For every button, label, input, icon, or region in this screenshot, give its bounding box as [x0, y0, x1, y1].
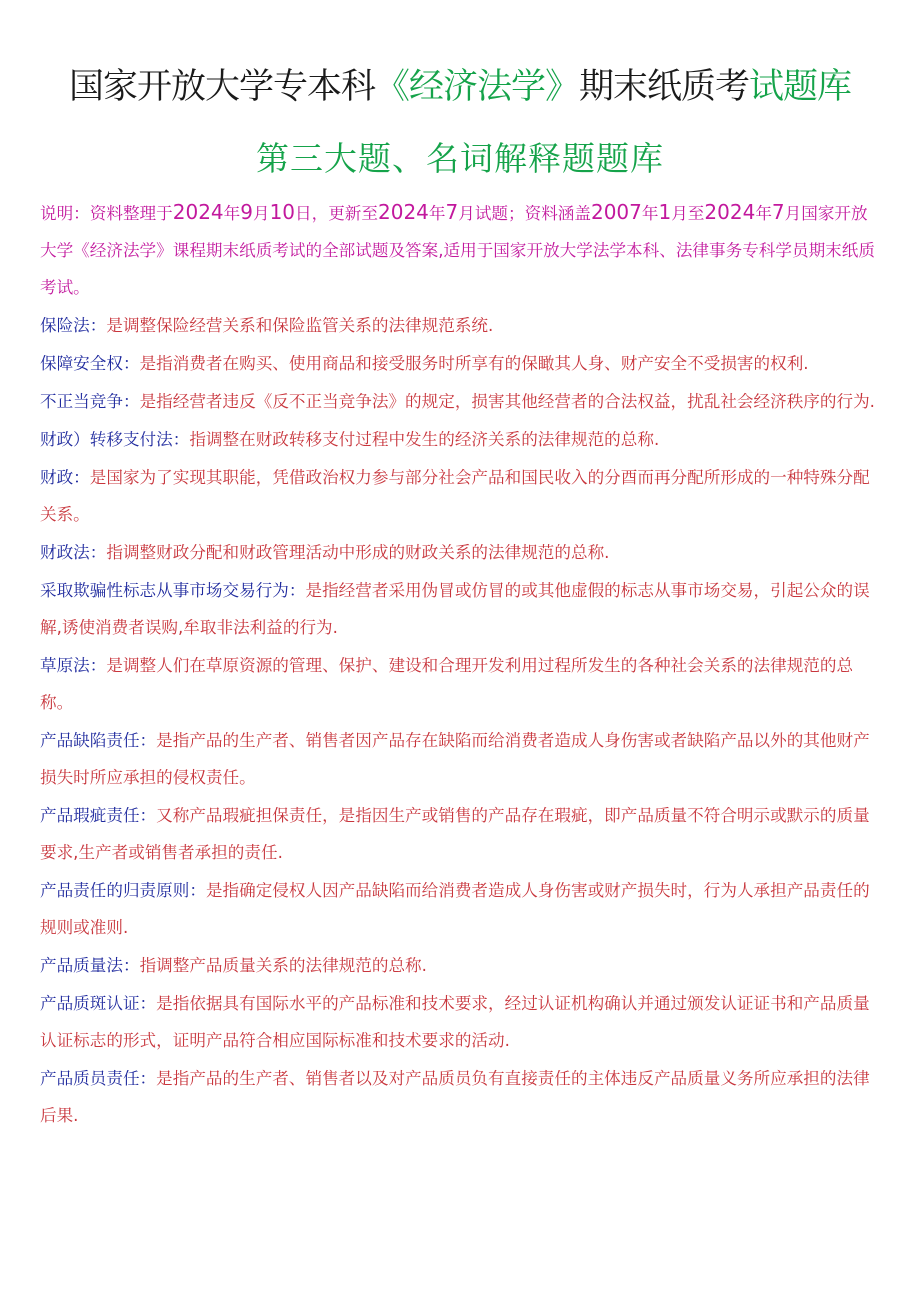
note-number: 7	[771, 200, 785, 224]
title-part-3: 期末纸质考	[579, 67, 750, 107]
note-text: 年	[223, 204, 241, 223]
note-text: 年	[755, 204, 772, 223]
glossary-entry	[40, 872, 880, 946]
title-part-4: 试题库	[749, 67, 852, 107]
entry-term: 财政）转移支付法：	[40, 430, 190, 449]
entry-definition: 是指消费者在购买、使用商品和接受服务时所享有的保瞰其人身、财产安全不受损害的权利.	[139, 354, 809, 373]
glossary-entry	[40, 307, 880, 344]
section-subtitle: 第三大题、名词解释题题库	[256, 139, 664, 178]
glossary-entry	[40, 947, 880, 984]
glossary-entry	[40, 985, 880, 1059]
glossary-entry	[40, 797, 880, 871]
title-part-2: 《经济法学》	[374, 67, 579, 107]
entry-term: 保险法：	[40, 316, 107, 335]
intro-note	[40, 194, 880, 306]
entry-definition: 是指产品的生产者、销售者因产品存在缺陷而给消费者造成人身伤害或者缺陷产品以外的其他财产损失时所应承担的侵权责任。	[40, 731, 870, 787]
entry-definition: 是国家为了实现其职能，凭借政治权力参与部分社会产品和国民收入的分酉而再分配所形成的一种特殊分配关系。	[40, 468, 870, 524]
note-text: 年	[641, 204, 659, 223]
note-number: 2024	[704, 200, 756, 224]
entry-term: 产品质斑认证：	[40, 994, 157, 1013]
glossary-entry	[40, 1060, 880, 1134]
entry-term: 产品质量法：	[40, 956, 140, 975]
note-number: 9	[240, 200, 253, 224]
entry-term: 不正当竞争：	[40, 392, 140, 411]
entry-definition: 是调整人们在草原资源的管理、保护、建设和合理开发利用过程所发生的各种社会关系的法律规范的总称。	[40, 656, 854, 712]
note-number: 2024	[378, 200, 429, 224]
glossary-entry	[40, 459, 880, 533]
entry-definition: 是指经营者采用伪冒或仿冒的或其他虚假的标志从事市场交易，引起公众的误解,诱使消费者误购,牟取非法利益的行为.	[40, 581, 870, 637]
note-number: 10	[269, 200, 296, 224]
glossary-entry	[40, 647, 880, 721]
note-text: 月至	[671, 204, 705, 223]
entry-definition: 指调整产品质量关系的法律规范的总称.	[139, 956, 427, 975]
entry-definition: 指调整财政分配和财政管理活动中形成的财政关系的法律规范的总称.	[106, 543, 610, 562]
page-title	[40, 62, 880, 112]
note-number: 2024	[172, 200, 224, 224]
glossary-entry	[40, 383, 880, 420]
entry-term: 草原法：	[40, 656, 107, 675]
glossary-entry	[40, 534, 880, 571]
glossary-entry	[40, 572, 880, 646]
note-number: 2007	[590, 200, 642, 224]
note-text: 月国家开放大学《经济法学》课程期末纸质考试的全部试题及答案,适用于国家开放大学法学本科、法律事务专科学员期末纸质考试。	[40, 204, 875, 297]
note-text: 年	[428, 204, 446, 223]
entry-definition: 是调整保险经营关系和保险监管关系的法律规范系统.	[106, 316, 494, 335]
note-text: 日，更新至	[295, 204, 378, 223]
note-number: 7	[445, 200, 459, 224]
title-part-1: 国家开放大学专本科	[68, 67, 375, 107]
entry-definition: 是指产品的生产者、销售者以及对产品质员负有直接责任的主体违反产品质量义务所应承担的法律后果.	[40, 1069, 870, 1125]
glossary-entry	[40, 421, 880, 458]
entry-definition: 指调整在财政转移支付过程中发生的经济关系的法律规范的总称.	[189, 430, 660, 449]
note-text: 说明：资料整理于	[40, 204, 173, 223]
entry-definition: 是指确定侵权人因产品缺陷而给消费者造成人身伤害或财产损失时，行为人承担产品责任的规则或准则.	[40, 881, 870, 937]
entry-term: 采取欺骗性标志从事市场交易行为：	[40, 581, 306, 600]
glossary-entry	[40, 345, 880, 382]
entry-definition: 又称产品瑕疵担保责任，是指因生产或销售的产品存在瑕疵，即产品质量不符合明示或默示的质量要求,生产者或销售者承担的责任.	[40, 806, 870, 862]
note-text: 月	[252, 204, 270, 223]
entry-term: 产品缺陷责任：	[40, 731, 157, 750]
entry-term: 产品瑕疵责任：	[40, 806, 157, 825]
entry-definition: 是指依据具有国际水平的产品标准和技术要求，经过认证机构确认并通过颁发认证证书和产品质量认证标志的形式，证明产品符合相应国际标准和技术要求的活动.	[40, 994, 870, 1050]
entry-term: 财政法：	[40, 543, 107, 562]
note-number: 1	[658, 200, 672, 224]
entry-term: 产品质员责任：	[40, 1069, 157, 1088]
entry-definition: 是指经营者违反《反不正当竞争法》的规定，损害其他经营者的合法权益，扰乱社会经济秩序的行为.	[139, 392, 875, 411]
entry-term: 产品责任的归责原则：	[40, 881, 206, 900]
entry-term: 保障安全权：	[40, 354, 140, 373]
entry-term: 财政：	[40, 468, 90, 487]
note-text: 月试题；资料涵盖	[458, 204, 591, 223]
glossary-entry	[40, 722, 880, 796]
glossary-list	[40, 307, 880, 1134]
